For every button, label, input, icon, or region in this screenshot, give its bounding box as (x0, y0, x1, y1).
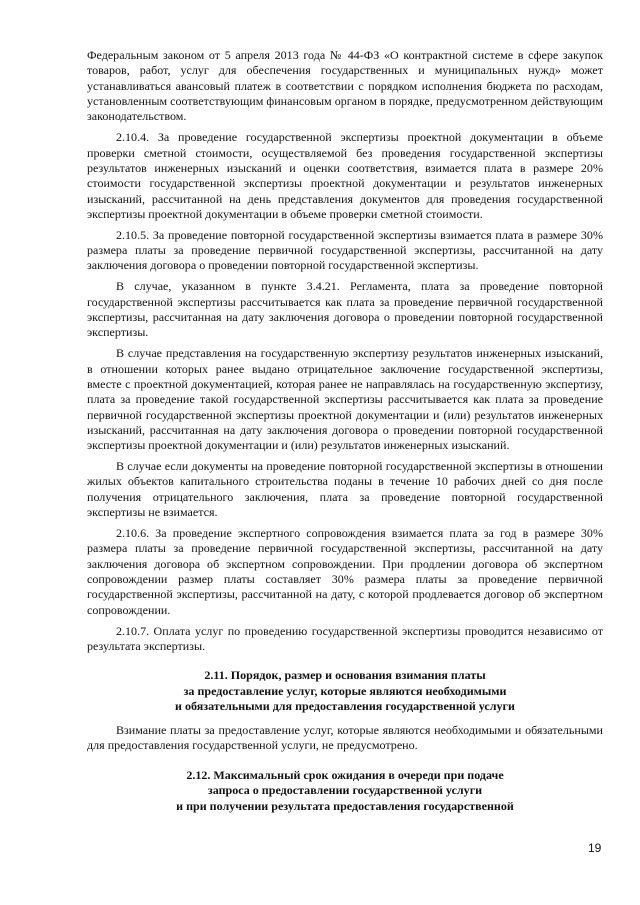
paragraph-2-10-6: 2.10.6. За проведение экспертного сопровождения взимается плата за год в размере 30% размера платы за проведение первичной государственной экспертизы, рассчитанной на дату заключения договора об экспертном сопровождении. При продлении договора об экспертном сопровождении размер платы составляет 30% размера платы за проведение первичной государственной экспертизы, рассчитанной на дату, с которой продлевается договор об экспертном сопровождении. (87, 525, 603, 617)
section-2-12-title-line-3: и при получении результата предоставления государственной (176, 798, 514, 813)
paragraph-2-10-7: 2.10.7. Оплата услуг по проведению государственной экспертизы проводится независимо от результата экспертизы. (87, 623, 603, 653)
section-2-11-title-line-3: и обязательными для предоставления государственной услуги (175, 699, 515, 714)
document-page (87, 48, 603, 822)
paragraph-federal-law: Федеральным законом от 5 апреля 2013 года № 44-ФЗ «О контрактной системе в сфере закупок товаров, работ, услуг для обеспечения государственных и муниципальных нужд» может устанавливаться авансовый платеж в соответствии с порядком исполнения бюджета по расходам, установленным соответствующим финансовым органом в порядке, предусмотренном действующим законодательством. (87, 48, 603, 124)
section-2-11-title-line-2: за предоставление услуг, которые являются необходимыми (183, 683, 507, 698)
section-2-11-title (87, 668, 603, 715)
paragraph-case-3-4-21: В случае, указанном в пункте 3.4.21. Регламента, плата за проведение повторной государственной экспертизы рассчитывается как плата за проведение первичной государственной экспертизы, рассчитанная на дату заключения договора о проведении повторной государственной экспертизы. (87, 279, 603, 340)
section-2-12-title (87, 768, 603, 815)
section-2-11-body: Взимание платы за предоставление услуг, которые являются необходимыми и обязательными для предоставления государственной услуги, не предусмотрено. (87, 723, 603, 753)
section-2-12-title-line-2: запроса о предоставлении государственной услуги (207, 783, 483, 798)
page-number: 19 (588, 841, 602, 855)
section-2-12-title-line-1: 2.12. Максимальный срок ожидания в очереди при подаче (186, 767, 504, 782)
paragraph-residential-objects: В случае если документы на проведение повторной государственной экспертизы в отношении жилых объектов капитального строительства поданы в течение 10 рабочих дней со дня после получения отрицательного заключения, плата за проведение повторной государственной экспертизы не взимается. (87, 459, 603, 520)
section-2-11-title-line-1: 2.11. Порядок, размер и основания взимания платы (204, 668, 486, 683)
paragraph-2-10-5: 2.10.5. За проведение повторной государственной экспертизы взимается плата в размере 30% размера платы за проведение первичной государственной экспертизы, рассчитанной на дату заключения договора о проведении повторной государственной экспертизы. (87, 227, 603, 273)
paragraph-engineering-surveys: В случае представления на государственную экспертизу результатов инженерных изысканий, в отношении которых ранее выдано отрицательное заключение государственной экспертизы, вместе с проектной документацией, которая ранее не направлялась на государственную экспертизу, плата за проведение такой государственной экспертизы рассчитывается как плата за проведение первичной государственной экспертизы проектной документации и (или) результатов инженерных изысканий, рассчитанная на дату заключения договора о проведении повторной государственной экспертизы проектной документации и (или) результатов инженерных изысканий. (87, 346, 603, 453)
paragraph-2-10-4: 2.10.4. За проведение государственной экспертизы проектной документации в объеме проверки сметной стоимости, осуществляемой без проведения государственной экспертизы результатов инженерных изысканий и оценки соответствия, взимается плата в размере 20% стоимости государственной экспертизы проектной документации и результатов инженерных изысканий, рассчитанной на день представления документов для проведения государственной экспертизы проектной документации в объеме проверки сметной стоимости. (87, 130, 603, 221)
